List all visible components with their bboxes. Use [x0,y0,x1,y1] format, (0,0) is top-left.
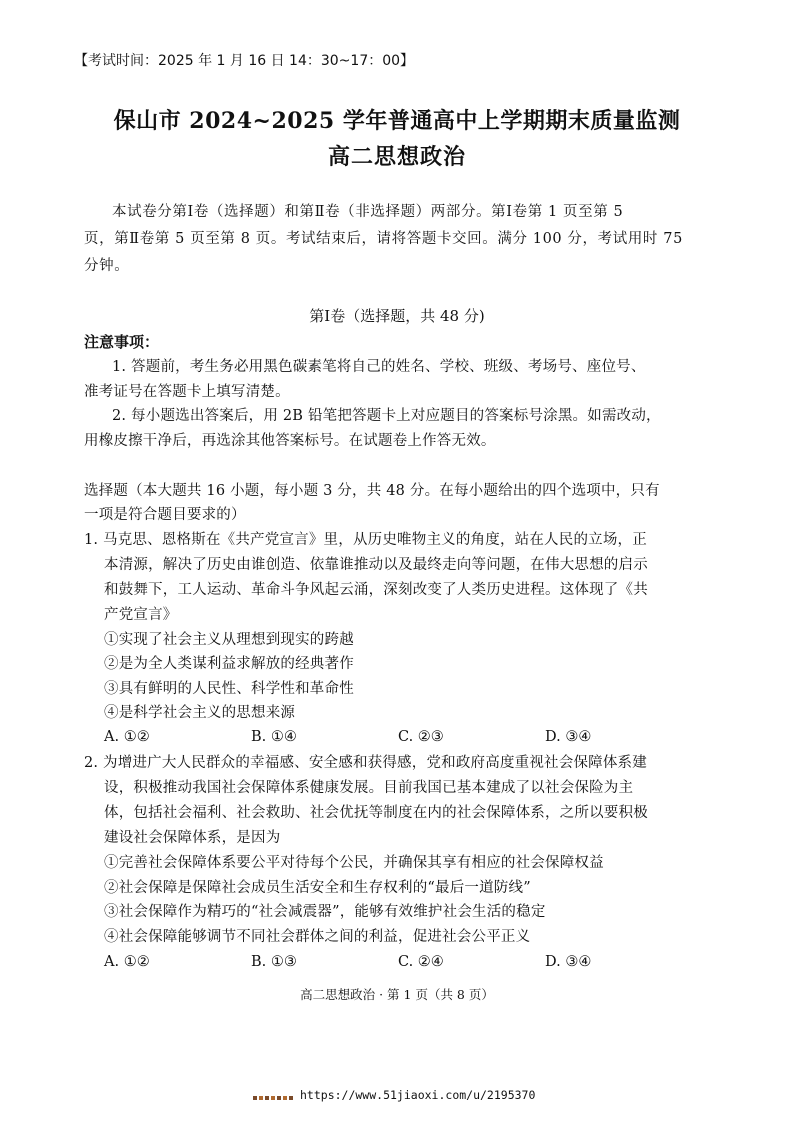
question-stem-line: 1. 马克思、恩格斯在《共产党宣言》里，从历史唯物主义的角度，站在人民的立场，正 [84,532,647,548]
option-d: D. ③④ [545,729,592,745]
instructions-line: 选择题（本大题共 16 小题，每小题 3 分，共 48 分。在每小题给出的四个选项中，只有 [84,483,660,499]
dotted-logo-icon [253,1095,293,1101]
notice-line: 准考证号在答题卡上填写清楚。 [84,384,290,400]
question-stem-line: 体，包括社会福利、社会救助、社会优抚等制度在内的社会保障体系，之所以要积极 [104,805,648,821]
instructions-line: 一项是符合题目要求的） [84,507,246,523]
question-stem-line: 设，积极推动我国社会保障体系健康发展。目前我国已基本建成了以社会保险为主 [104,780,634,796]
option-c: C. ②④ [398,954,444,970]
statement: ④是科学社会主义的思想来源 [104,705,296,721]
intro-line: 本试卷分第Ⅰ卷（选择题）和第Ⅱ卷（非选择题）两部分。第Ⅰ卷第 1 页至第 5 [112,204,624,220]
option-b: B. ①④ [251,729,297,745]
notice-heading: 注意事项： [84,333,160,351]
question-stem-line: 和鼓舞下，工人运动、革命斗争风起云涌，深刻改变了人类历史进程。这体现了《共 [104,582,648,598]
intro-line: 页，第Ⅱ卷第 5 页至第 8 页。考试结束后，请将答题卡交回。满分 100 分，考试用时 75 [84,231,683,247]
notice-line: 2. 每小题选出答案后，用 2B 铅笔把答题卡上对应题目的答案标号涂黑。如需改动， [112,408,661,424]
option-d: D. ③④ [545,954,592,970]
page-title: 保山市 2024~2025 学年普通高中上学期期末质量监测 [113,108,681,134]
watermark-url[interactable]: https://www.51jiaoxi.com/u/2195370 [300,1088,536,1102]
statement: ①实现了社会主义从理想到现实的跨越 [104,632,354,648]
option-c: C. ②③ [398,729,444,745]
option-a: A. ①② [104,729,150,745]
intro-line: 分钟。 [84,258,130,274]
statement: ②社会保障是保障社会成员生活安全和生存权利的“最后一道防线” [104,880,531,896]
question-stem-line: 2. 为增进广大人民群众的幸福感、安全感和获得感，党和政府高度重视社会保障体系建 [84,755,647,771]
statement: ④社会保障能够调节不同社会群体之间的利益，促进社会公平正义 [104,929,531,945]
option-a: A. ①② [104,954,150,970]
notice-line: 1. 答题前，考生务必用黑色碳素笔将自己的姓名、学校、班级、考场号、座位号、 [112,359,646,375]
statement: ①完善社会保障体系要公平对待每个公民，并确保其享有相应的社会保障权益 [104,855,604,871]
question-stem-line: 本清源，解决了历史由谁创造、依靠谁推动以及最终走向等问题，在伟大思想的启示 [104,557,648,573]
statement: ②是为全人类谋利益求解放的经典著作 [104,656,354,672]
question-stem-line: 建设社会保障体系，是因为 [104,830,281,846]
page-subtitle: 高二思想政治 [327,144,466,170]
section-heading: 第Ⅰ卷（选择题，共 48 分) [309,307,485,325]
question-stem-line: 产党宣言》 [104,607,178,623]
statement: ③具有鲜明的人民性、科学性和革命性 [104,681,354,697]
notice-line: 用橡皮擦干净后，再选涂其他答案标号。在试题卷上作答无效。 [84,433,496,449]
page-footer: 高二思想政治 · 第 1 页（共 8 页） [300,987,494,1002]
option-b: B. ①③ [251,954,297,970]
exam-time: 【考试时间：2025 年 1 月 16 日 14：30~17：00】 [74,53,415,69]
statement: ③社会保障作为精巧的“社会减震器”，能够有效维护社会生活的稳定 [104,904,546,920]
